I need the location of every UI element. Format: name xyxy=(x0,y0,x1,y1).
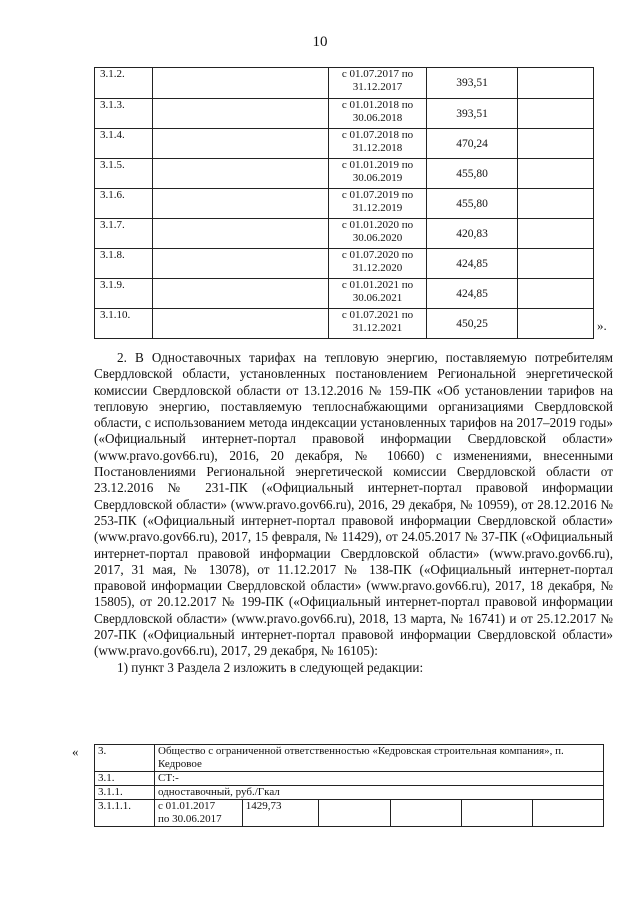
price-cell: 393,51 xyxy=(427,99,518,129)
period-end: 31.12.2020 xyxy=(352,262,403,274)
empty-cell xyxy=(319,800,390,827)
empty-cell xyxy=(518,309,594,339)
row-number: 3.1.1.1. xyxy=(95,800,155,827)
period-end: 30.06.2019 xyxy=(352,172,403,184)
period-end: 30.06.2020 xyxy=(352,232,403,244)
row-number: 3. xyxy=(95,745,155,772)
price-cell: 1429,73 xyxy=(242,800,319,827)
item-1: 1) пункт 3 Раздела 2 изложить в следующей редакции: xyxy=(117,659,424,675)
empty-cell xyxy=(518,249,594,279)
table-row xyxy=(95,279,594,309)
period-start: с 01.07.2020 по xyxy=(341,249,414,261)
period-cell xyxy=(329,159,427,189)
empty-cell xyxy=(153,159,329,189)
organization-name: Общество с ограниченной ответственностью «Кедровская строительная компания», п. Кедровое xyxy=(155,745,604,772)
tariff-table-body xyxy=(95,68,594,339)
period-cell xyxy=(329,189,427,219)
page-number: 10 xyxy=(312,34,328,50)
empty-cell xyxy=(518,219,594,249)
table-row xyxy=(95,129,594,159)
closing-quote: ». xyxy=(597,318,607,333)
empty-cell xyxy=(153,189,329,219)
row-number: 3.1.1. xyxy=(95,786,155,800)
row-number: 3.1.6. xyxy=(95,189,153,219)
empty-cell xyxy=(518,279,594,309)
empty-cell xyxy=(153,99,329,129)
document-body xyxy=(94,350,613,676)
empty-cell xyxy=(153,129,329,159)
empty-cell xyxy=(461,800,532,827)
price-cell: 393,51 xyxy=(427,68,518,99)
price-cell: 470,24 xyxy=(427,129,518,159)
period-end: 30.06.2021 xyxy=(352,292,403,304)
period-end: 31.12.2017 xyxy=(352,81,403,93)
price-cell: 424,85 xyxy=(427,279,518,309)
paragraph-2: 2. В Одноставочных тарифах на тепловую энергию, поставляемую потребителям Свердловской области, установленных постановлением Региональной энергетической комиссии Свердловской области от 13.12.2016 № 159-ПК «Об установлении тарифов на тепловую энергию, поставляемую теплоснабжающими организациями Свердловской области, с использованием метода индексации установленных тарифов на 2017–2019 годы» («Официальный интернет-портал правовой информации Свердловской области» (www.pravo.gov66.ru), 2016, 20 декабря, № 10660) с изменениями, внесенными Постановлениями Региональной энергетической комиссии Свердловской области от 23.12.2016 № 231-ПК («Официальный интернет-портал правовой информации Свердловской области» (www.pravo.gov66.ru), 2016, 29 декабря, № 10959), от 28.12.2016 № 253-ПК («Официальный интернет-портал правовой информации Свердловской области» (www.pravo.gov66.ru), 2017, 15 февраля, № 11429), от 24.05.2017 № 37-ПК («Официальный интернет-портал правовой информации Свердловской области» (www.pravo.gov66.ru), 2017, 31 мая, № 13078), от 11.12.2017 № 138-ПК («Официальный интернет-портал правовой информации Свердловской области» (www.pravo.gov66.ru), 2017, 18 декабря, № 15805), от 20.12.2017 № 199-ПК («Официальный интернет-портал правовой информации Свердловской области» (www.pravo.gov66.ru), 2018, 13 марта, № 16741) и от 25.12.2017 № 207-ПК («Официальный интернет-портал правовой информации Свердловской области» (www.pravo.gov66.ru), 2017, 29 декабря, № 16105): xyxy=(94,350,613,659)
period-cell xyxy=(329,249,427,279)
period-end: 31.12.2018 xyxy=(352,142,403,154)
row-number: 3.1. xyxy=(95,772,155,786)
empty-cell xyxy=(153,279,329,309)
table-row xyxy=(95,745,604,772)
price-cell: 455,80 xyxy=(427,159,518,189)
price-cell: 424,85 xyxy=(427,249,518,279)
period-cell xyxy=(329,99,427,129)
table-row xyxy=(95,249,594,279)
period-end: 31.12.2021 xyxy=(352,322,403,334)
empty-cell xyxy=(153,219,329,249)
row-number: 3.1.10. xyxy=(95,309,153,339)
table-row xyxy=(95,786,604,800)
empty-cell xyxy=(532,800,603,827)
period-cell xyxy=(329,309,427,339)
table-row xyxy=(95,99,594,129)
empty-cell xyxy=(518,189,594,219)
empty-cell xyxy=(518,99,594,129)
period-start: с 01.01.2017 xyxy=(158,800,216,812)
table-row xyxy=(95,309,594,339)
price-cell: 420,83 xyxy=(427,219,518,249)
period-start: с 01.01.2018 по xyxy=(341,99,414,111)
row-number: 3.1.8. xyxy=(95,249,153,279)
table-row xyxy=(95,800,604,827)
organization-tariff-table xyxy=(94,744,604,827)
period-start: с 01.01.2021 по xyxy=(341,279,414,291)
period-start: с 01.07.2018 по xyxy=(341,129,414,141)
row-number: 3.1.5. xyxy=(95,159,153,189)
period-cell xyxy=(329,68,427,99)
empty-cell xyxy=(153,249,329,279)
opening-quote: « xyxy=(72,744,79,759)
period-end: 30.06.2018 xyxy=(352,112,403,124)
period-end: 31.12.2019 xyxy=(352,202,403,214)
row-number: 3.1.9. xyxy=(95,279,153,309)
row-number: 3.1.4. xyxy=(95,129,153,159)
period-start: с 01.01.2020 по xyxy=(341,219,414,231)
system-label: СТ:- xyxy=(155,772,604,786)
row-number: 3.1.7. xyxy=(95,219,153,249)
row-number: 3.1.2. xyxy=(95,68,153,99)
tariff-type: одноставочный, руб./Гкал xyxy=(155,786,604,800)
period-cell xyxy=(155,800,243,827)
period-cell xyxy=(329,129,427,159)
row-number: 3.1.3. xyxy=(95,99,153,129)
price-cell: 450,25 xyxy=(427,309,518,339)
price-cell: 455,80 xyxy=(427,189,518,219)
period-start: с 01.01.2019 по xyxy=(341,159,414,171)
empty-cell xyxy=(518,129,594,159)
empty-cell xyxy=(390,800,461,827)
table-row xyxy=(95,159,594,189)
table-row xyxy=(95,772,604,786)
table-row xyxy=(95,68,594,99)
table-row xyxy=(95,189,594,219)
period-cell xyxy=(329,279,427,309)
empty-cell xyxy=(153,309,329,339)
period-start: с 01.07.2019 по xyxy=(341,189,414,201)
period-start: с 01.07.2021 по xyxy=(341,309,414,321)
period-cell xyxy=(329,219,427,249)
empty-cell xyxy=(518,68,594,99)
table-row xyxy=(95,219,594,249)
tariff-table xyxy=(94,67,594,339)
empty-cell xyxy=(153,68,329,99)
empty-cell xyxy=(518,159,594,189)
period-end: по 30.06.2017 xyxy=(158,813,222,825)
period-start: с 01.07.2017 по xyxy=(341,68,414,80)
